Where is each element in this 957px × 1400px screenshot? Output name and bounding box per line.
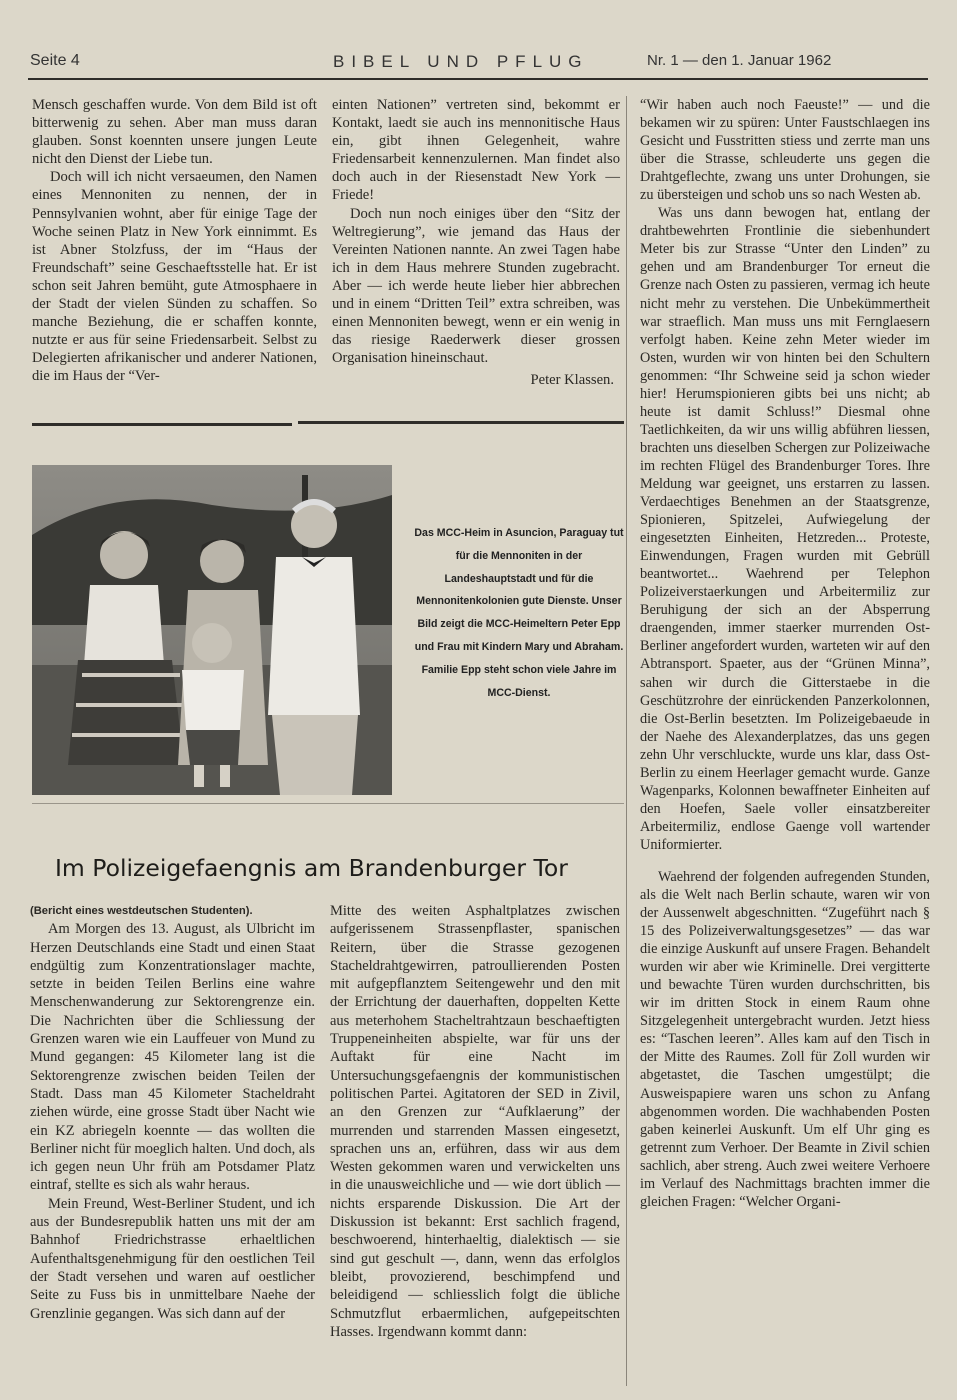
- header-rule: [28, 78, 928, 80]
- page-number: Seite 4: [30, 52, 80, 69]
- paragraph: Mein Freund, West-Berliner Student, und ich aus der Bundesrepublik hatten uns mit der am Bahnhof Friedrichstrasse erhaeltlichen Aufenthaltsgenehmigung für den oestlichen Teil der Stadt versehen und waren auf oestlicher Seite zu Fuss bis in unmittelbare Naehe der Grenzlinie gegangen. Was sich dann auf der: [30, 1195, 315, 1322]
- paragraph: einten Nationen” vertreten sind, bekommt er Kontakt, laedt sie auch ins mennonitische Haus ein, gibt ihnen Gelegenheit, wahre Friedensarbeit kennenzulernen. Man findet also doch auch in der Riesenstadt New York — Friede!: [332, 97, 620, 204]
- newspaper-title: BIBEL UND PFLUG: [333, 52, 589, 71]
- article2-col3: [640, 96, 930, 1211]
- article1-col1: [32, 96, 317, 386]
- paragraph: Was uns dann bewogen hat, entlang der drahtbewehrten Frontlinie die siebenhundert Meter bis zur Strasse “Unter den Linden” zu gehen und am Brandenburger Tor erneut die Grenze nach Osten zu passieren, vermag ich heute nicht mehr zu verstehen. Die Unbekümmertheit war straeflich. Man muss uns mit Fernglaesern verfolgt haben. Keine zehn Meter wieder im Osten, wurden wir von hinten bei den Schultern genommen: “Ihr Schweine seid ja schon wieder hier! Herumspionieren gibts bei uns nicht; ab heute ist damit Schluss!” Diesmal ohne Taetlichkeiten, da wir uns willig abführen liessen, brachten uns dieselben Schergen zur Polizeiwache im rechten Flügel des Brandenburger Tores. Ihre Meldung war geeignet, uns erstarren zu lassen. Verdaechtiges Benehmen an der Staatsgrenze, Spionieren, Spitzelei, Aufwiegelung der eingesetzten Einheiten, Hetzreden... Proteste, Einwendungen, Fragen wurden mit Gebrüll beantwortet... Waehrend per Telephon Polizeiverstaerkungen und Arbeitermiliz zur Beruhigung der sich an der Absperrung draengenden, immer staerker murrenden Ost-Berliner angefordert wurden, warteten wir auf den Abtransport. Spaeter, aus der “Grünen Minna”, sahen wir durch die Gitterstaebe in die Geschützrohre der einrückenden Panzerkolonnen, die Ost-Berlin besetzten. Im Polizeigebaeude in der Naehe des Alexanderplatzes, das uns gegen zehn Uhr verschluckte, wurde uns klar, dass Ost-Berlin zu einem Heerlager gemacht wurde. Ganze Wagenparks, Kolonnen bewaffneter Einheiten auf den Hoefen, Saele voller einsatzbereiter Arbeitermiliz, endlose Gaenge voll wartender Uniformierter.: [640, 205, 930, 853]
- article-divider-right: [298, 421, 624, 424]
- paragraph: Waehrend der folgenden aufregenden Stunden, als die Welt nach Berlin schaute, waren wir von der Aussenwelt abgeschnitten. “Zugeführt nach § 15 des Polizeiverwaltungsgesetzes” — das war die einzige Auskunft auf unsere Fragen. Behandelt wurden wir aber wie Kriminelle. Drei vergitterte und bewachte Türen wurden durchschritten, bis wir im dritten Stock in einem Raum ohne Sitzgelegenheit untergebracht wurden. Jetzt hiess es: “Taschen leeren”. Alles kam auf den Tisch in der Mitte des Raumes. Zoll für Zoll wurden wir abgetastet, die Taschen umgestülpt; die Ausweispapiere waren uns schon zu Anfang abgenommen worden. Die wachhabenden Posten gaben keinerlei Auskunft. Um elf Uhr ging es getrennt zum Verhoer. Der Beamte in Zivil schien sachlich, aber streng. Auch zwei weitere Verhoere im Verlauf des Nachmittags brachten immer die gleichen Fragen: “Welcher Organi-: [640, 868, 930, 1210]
- photo-caption: Das MCC-Heim in Asuncion, Paraguay tut für die Mennoniten in der Landeshauptstadt und für die Mennonitenkolonien gute Dienste. Unser Bild zeigt die MCC-Heimeltern Peter Epp und Frau mit Kindern Mary und Abraham. Familie Epp steht schon viele Jahre im MCC-Dienst.: [414, 527, 624, 699]
- paragraph: Mitte des weiten Asphaltplatzes zwischen aufgerissenem Strassenpflaster, spanischen Reitern, über die Strasse gezogenen Stacheldrahtgewirren, patroullierenden Posten mit aufgepflanztem Seitengewehr und den mit der Errichtung der dauerhaften, doppelten Kette aus meterhohem Stacheltrahtzaun beschaeftigten Truppeneinheiten abspielte, war für uns der Auftakt für eine Nacht im Untersuchungsgefaengnis der kommunistischen politischen Partei. Agitatoren der SED in Zivil, an den Grenzen zur “Aufklaerung” der murrenden und starrenden Massen eingesetzt, sprachen uns an, erführen, dass wir aus dem Westen gekommen waren und verwickelten uns in die unausweichliche und — wie dort üblich — nichts ersparende Diskussion. Die Art der Diskussion ist bekannt: Erst sachlich fragend, beschwoerend, hinterhaeltig, dialektisch — sie sind gut geschult —, dann, wenn das erfolglos bleibt, provozierend, beschimpfend und beleidigend — schliesslich folgt die übliche Schmutzflut erbaermlichen, aufgepeitschten Hasses. Irgendwann kommt dann:: [330, 903, 620, 1340]
- article2-col1: [30, 902, 315, 1323]
- issue-date: Nr. 1 — den 1. Januar 1962: [647, 52, 832, 69]
- article1-col2: [332, 96, 620, 390]
- photo-image: [32, 465, 392, 795]
- paragraph: Mensch geschaffen wurde. Von dem Bild ist oft bitterwenig zu sehen. Aber man muss daran glauben. Sonst koennten unsere jungen Leute nicht den Dienst der Liebe tun.: [32, 97, 317, 168]
- author-signature: Peter Klassen.: [530, 372, 614, 389]
- paragraph: “Wir haben auch noch Faeuste!” — und die bekamen wir zu spüren: Unter Faustschlaegen ins Gesicht und Fusstritten stiess und zerrte man uns über die Strasse, schleuderte uns gegen die Drahtgeflechte, zwang uns unter Drohungen, sie zu übersteigen und schob uns so nach Westen ab.: [640, 97, 930, 204]
- article-subhead: (Bericht eines westdeutschen Studenten).: [30, 905, 253, 917]
- column-divider: [626, 96, 627, 1386]
- paragraph: Am Morgen des 13. August, als Ulbricht im Herzen Deutschlands eine Stadt und einen Staat endgültig zum Konzentrationslager machte, setzte in beiden Teilen Berlins eine wahre Menschenwanderung zur Sektorengrenze ein. Die Nachrichten über die Schliessung der Grenzen waren wie ein Lauffeuer von Mund zu Mund gegangen: 45 Kilometer lang ist die Sektorengrenze zwischen beiden Teilen der Stadt. Dass man 45 Kilometer Stacheldraht ziehen würde, eine grosse Stadt über Nacht wie ein KZ abriegeln koennte — das wollten die Berliner nicht für moeglich halten. Und doch, als ich gegen neun Uhr früh am Potsdamer Platz eintraf, stellte es sich als wahr heraus.: [30, 921, 315, 1194]
- paragraph: Doch nun noch einiges über den “Sitz der Weltregierung”, wie jemand das Haus der Vereinten Nationen nannte. An zwei Tagen habe ich in dem Haus mehrere Stunden zugebracht. Aber — ich werde heute lieber hier abbrechen und in einem “Dritten Teil” extra schreiben, was einen Mennoniten bewegt, wenn er ein wenig in das riesige Raederwerk dieser grossen Organisation hineinschaut.: [332, 205, 620, 367]
- article-headline: Im Polizeigefaengnis am Brandenburger Tor: [55, 854, 568, 882]
- photo-divider: [32, 803, 624, 804]
- paragraph: Doch will ich nicht versaeumen, den Namen eines Mennoniten zu nennen, der in Pennsylvanien wohnt, aber für einige Tage der Woche seinen Platz in New York einnimmt. Es ist Abner Stolzfuss, der im “Haus der Freundschaft” seine Geschaeftsstelle hat. Er ist schon seit Jahren bemüht, gute Atmosphaere in der Stadt der vielen Sünden zu schaffen. So manche Beziehung, die er schaffen konnte, nutzte er aus für seine Friedensarbeit. Selbst zu Delegierten afrikanischer und anderer Nationen, die im Haus der “Ver-: [32, 169, 317, 385]
- family-photo: [32, 465, 392, 795]
- article2-col2: [330, 902, 620, 1341]
- article-divider-left: [32, 423, 292, 426]
